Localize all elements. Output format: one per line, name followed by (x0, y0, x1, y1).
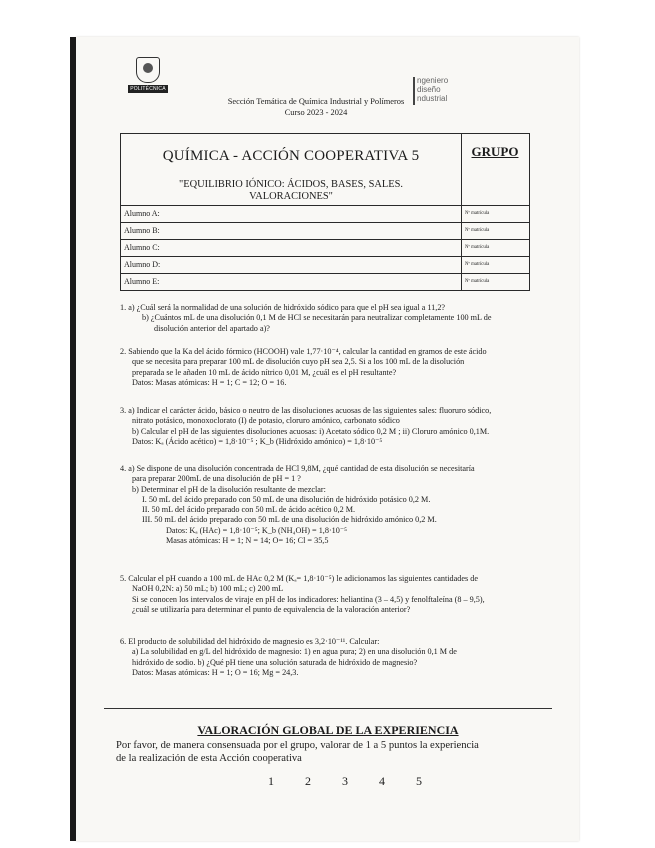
question-line: 4. a) Se dispone de una disolución concentrada de HCl 9,8M, ¿qué cantidad de esta disolución se necesitaría (120, 464, 475, 473)
question-line: I. 50 mL del ácido preparado con 50 mL de una disolución de hidróxido potásico 0,2 M. (142, 494, 431, 504)
question-2 (120, 347, 540, 388)
question-line: Datos: Kₐ (HAc) = 1,8·10⁻⁵; K_b (NH₄OH) = 1,8·10⁻⁵ (166, 525, 348, 535)
question-line: Datos: Masas atómicas: H = 1; C = 12; O = 16. (132, 377, 287, 387)
instruction-line: Por favor, de manera consensuada por el grupo, valorar de 1 a 5 puntos la experiencia (116, 740, 479, 751)
logo-right-word2: diseño (417, 85, 441, 94)
page-title: QUÍMICA - ACCIÓN COOPERATIVA 5 (162, 148, 420, 164)
question-line: 2. Sabiendo que la Ka del ácido fórmico (HCOOH) vale 1,77·10⁻⁴, calcular la cantidad en gramos de este ácido (120, 347, 487, 356)
question-line: hidróxido de sodio. b) ¿Qué pH tiene una solución saturada de hidróxido de magnesio? (132, 657, 418, 667)
student-row (121, 256, 529, 274)
enrolment-label: Nº matrícula (465, 262, 490, 267)
question-1 (120, 303, 540, 334)
subtitle (151, 179, 431, 203)
exam-sheet (76, 37, 579, 841)
question-line: b) ¿Cuántos mL de una disolución 0,1 M de HCl se necesitarán para neutralizar completamente 100 mL de (142, 313, 492, 323)
question-3 (120, 406, 540, 447)
question-line: Masas atómicas: H = 1; N = 14; O= 16; Cl = 35,5 (166, 536, 329, 546)
question-line: 5. Calcular el pH cuando a 100 mL de HAc 0,2 M (Kₐ= 1,8·10⁻⁵) le adicionamos las siguientes cantidades de (120, 574, 478, 583)
rating-option[interactable]: 2 (305, 774, 311, 788)
enrolment-label: Nº matrícula (465, 211, 490, 216)
question-line: preparada se le añaden 10 mL de ácido nítrico 0,01 M, ¿cuál es el pH resultante? (132, 367, 397, 377)
rating-option[interactable]: 4 (379, 774, 385, 788)
question-line: Si se conocen los intervalos de viraje en pH de los indicadores: heliantina (3 – 4,5) y fenolftaleína (8 – 9,5), (132, 594, 485, 604)
rating-option[interactable]: 3 (342, 774, 348, 788)
question-line: II. 50 mL del ácido preparado con 50 mL de ácido acético 0,2 M. (142, 505, 356, 515)
question-line: III. 50 mL del ácido preparado con 50 mL de una disolución de hidróxido amónico 0,2 M. (142, 515, 437, 525)
evaluation-box (104, 708, 552, 801)
enrolment-label: Nº matrícula (465, 228, 490, 233)
student-label: Alumno A: (124, 209, 160, 218)
logo-right-word1: ngeniero (417, 76, 449, 85)
question-line: ¿cuál se utilizaría para determinar el punto de equivalencia de la valoración anterior? (132, 604, 411, 614)
enrolment-label: Nº matrícula (465, 245, 490, 250)
question-5 (120, 574, 540, 615)
question-line: a) La solubilidad en g/L del hidróxido de magnesio: 1) en agua pura; 2) en una disolución 0,1 M de (132, 647, 457, 657)
student-label: Alumno B: (124, 226, 160, 235)
question-line: disolución anterior del apartado a)? (154, 323, 270, 333)
instruction-line: de la realización de esta Acción cooperativa (116, 753, 302, 764)
question-line: 1. a) ¿Cuál será la normalidad de una solución de hidróxido sódico para que el pH sea igual a 11,2? (120, 303, 446, 312)
student-label: Alumno E: (124, 277, 160, 286)
course-year: Curso 2023 - 2024 (284, 108, 348, 117)
question-6 (120, 637, 540, 678)
university-logo (128, 57, 168, 93)
question-line: 3. a) Indicar el carácter ácido, básico o neutro de las disoluciones acuosas de las siguientes sales: fluoruro sódico, (120, 406, 492, 415)
student-row (121, 205, 529, 223)
question-line: b) Determinar el pH de la disolución resultante de mezclar: (132, 484, 326, 494)
section-heading (196, 96, 436, 118)
student-label: Alumno C: (124, 243, 160, 252)
student-row (121, 273, 529, 291)
question-line: 6. El producto de solubilidad del hidróxido de magnesio es 3,2·10⁻¹¹. Calcular: (120, 637, 380, 646)
question-line: b) Calcular el pH de las siguientes disoluciones acuosas: i) Acetato sódico 0,2 M ; ii) Cloruro amónico 0,1M. (132, 426, 490, 436)
cover-table (120, 133, 530, 291)
question-line: que se necesita para preparar 100 mL de disolución cuyo pH sea 2,5. Si a los 100 mL de la disolución (132, 357, 465, 367)
question-line: para preparar 200mL de una disolución de pH = 1 ? (132, 474, 301, 484)
question-line: nitrato potásico, monoxoclorato (I) de potasio, cloruro amónico, carbonato sódico (132, 416, 400, 426)
question-line: NaOH 0,2N: a) 50 mL; b) 100 mL; c) 200 mL (132, 584, 284, 594)
question-4 (120, 464, 540, 546)
subtitle-line-1: "EQUILIBRIO IÓNICO: ÁCIDOS, BASES, SALES. (179, 179, 403, 190)
student-label: Alumno D: (124, 260, 161, 269)
shield-icon (136, 57, 160, 83)
rating-scale (268, 772, 449, 790)
question-line: Datos: Masas atómicas: H = 1; O = 16; Mg = 24,3. (132, 667, 299, 677)
logo-right-word3: ndustrial (417, 94, 448, 103)
group-label: GRUPO (471, 144, 519, 159)
student-row (121, 222, 529, 240)
subtitle-line-2: VALORACIONES" (249, 191, 333, 202)
evaluation-title: VALORACIÓN GLOBAL DE LA EXPERIENCIA (197, 723, 459, 737)
student-row (121, 239, 529, 257)
enrolment-label: Nº matrícula (465, 279, 490, 284)
rating-option[interactable]: 5 (416, 774, 422, 788)
logo-text: POLITÉCNICA (128, 85, 168, 93)
question-line: Datos: Kₐ (Ácido acético) = 1,8·10⁻⁵ ; K_b (Hidróxido amónico) = 1,8·10⁻⁵ (132, 436, 383, 446)
section-name: Sección Temática de Química Industrial y Polímeros (227, 97, 405, 106)
rating-option[interactable]: 1 (268, 774, 274, 788)
evaluation-instructions (116, 739, 546, 765)
